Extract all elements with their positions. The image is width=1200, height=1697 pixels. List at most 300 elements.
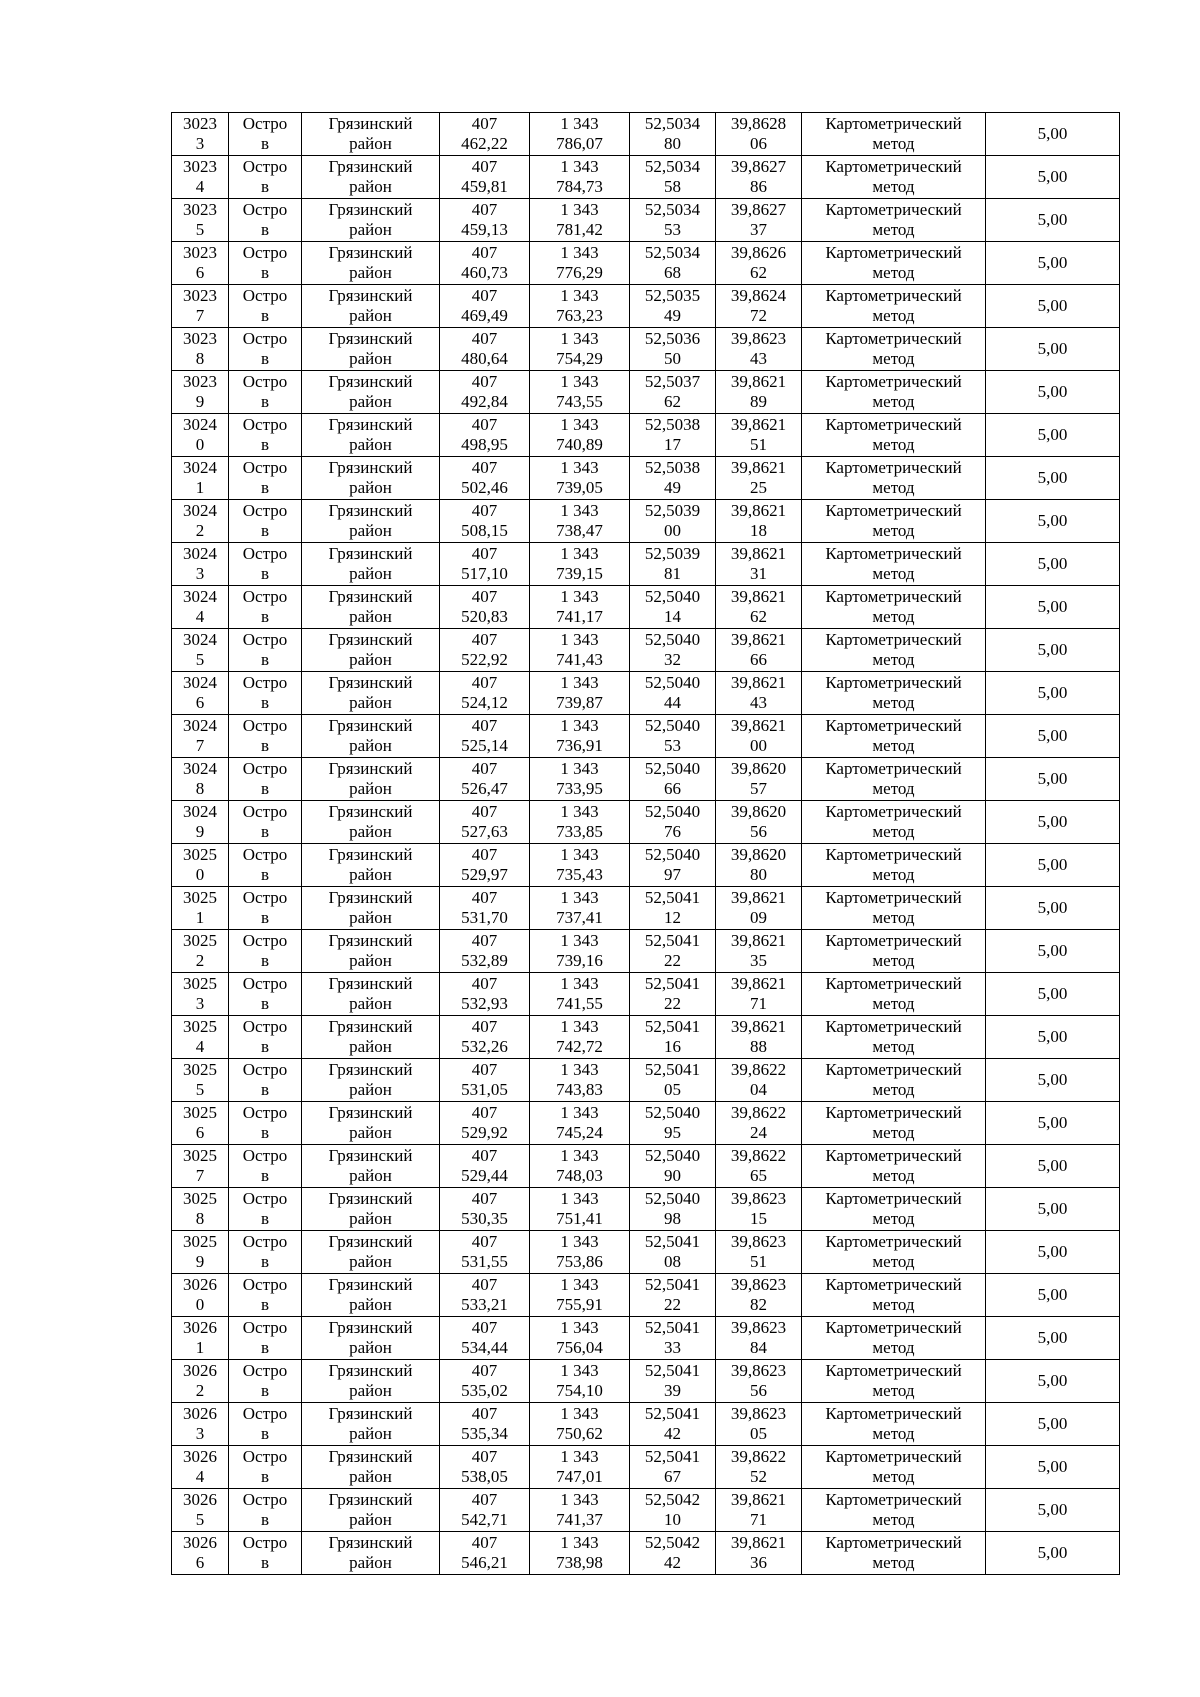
accuracy-value: 5,00 xyxy=(1037,511,1068,530)
x-coordinate-line: 531,05 xyxy=(461,1080,508,1099)
accuracy-value: 5,00 xyxy=(1037,1027,1068,1046)
latitude-cell xyxy=(630,1059,716,1102)
accuracy-cell xyxy=(986,1059,1120,1102)
district-cell xyxy=(302,156,440,199)
accuracy-cell xyxy=(986,1532,1120,1575)
point-number-cell xyxy=(172,328,229,371)
district-line: Грязинский xyxy=(328,1318,413,1337)
district-cell xyxy=(302,1446,440,1489)
accuracy-cell xyxy=(986,1360,1120,1403)
method-cell xyxy=(802,156,986,199)
object-type-line: Остро xyxy=(242,415,288,434)
object-type-line: Остро xyxy=(242,372,288,391)
x-coordinate-line: 407 xyxy=(471,802,498,821)
accuracy-cell xyxy=(986,457,1120,500)
method-line: метод xyxy=(872,693,915,712)
y-coordinate-line: 1 343 xyxy=(560,931,599,950)
x-coordinate-line: 527,63 xyxy=(461,822,508,841)
y-coordinate-cell xyxy=(530,1446,630,1489)
method-line: Картометрический xyxy=(825,1275,962,1294)
object-type-line: в xyxy=(260,1166,270,1185)
accuracy-value: 5,00 xyxy=(1037,167,1068,186)
district-cell xyxy=(302,930,440,973)
district-cell xyxy=(302,1274,440,1317)
district-line: Грязинский xyxy=(328,931,413,950)
point-number-line: 3024 xyxy=(183,802,217,821)
accuracy-value: 5,00 xyxy=(1037,683,1068,702)
x-coordinate-cell xyxy=(440,543,530,586)
latitude-line: 95 xyxy=(664,1123,681,1142)
accuracy-cell xyxy=(986,1145,1120,1188)
y-coordinate-line: 776,29 xyxy=(556,263,603,282)
accuracy-value: 5,00 xyxy=(1037,425,1068,444)
district-line: Грязинский xyxy=(328,1017,413,1036)
x-coordinate-cell xyxy=(440,1059,530,1102)
point-number-line: 5 xyxy=(195,1080,205,1099)
accuracy-cell xyxy=(986,586,1120,629)
x-coordinate-line: 407 xyxy=(471,157,498,176)
longitude-line: 39,8623 xyxy=(730,1404,787,1423)
accuracy-value: 5,00 xyxy=(1037,898,1068,917)
y-coordinate-cell xyxy=(530,543,630,586)
method-cell xyxy=(802,1059,986,1102)
x-coordinate-line: 508,15 xyxy=(461,521,508,540)
object-type-cell xyxy=(229,1102,302,1145)
district-line: район xyxy=(349,392,392,411)
method-line: Картометрический xyxy=(825,243,962,262)
x-coordinate-line: 407 xyxy=(471,1060,498,1079)
object-type-cell xyxy=(229,844,302,887)
method-cell xyxy=(802,887,986,930)
point-number-line: 3024 xyxy=(183,415,217,434)
y-coordinate-cell xyxy=(530,1016,630,1059)
accuracy-value: 5,00 xyxy=(1037,640,1068,659)
point-number-line: 3023 xyxy=(183,157,217,176)
district-line: район xyxy=(349,564,392,583)
table-row xyxy=(172,285,1120,328)
accuracy-value: 5,00 xyxy=(1037,984,1068,1003)
longitude-cell xyxy=(716,199,802,242)
method-line: Картометрический xyxy=(825,759,962,778)
district-line: район xyxy=(349,1037,392,1056)
x-coordinate-line: 407 xyxy=(471,243,498,262)
district-line: Грязинский xyxy=(328,587,413,606)
x-coordinate-cell xyxy=(440,629,530,672)
latitude-cell xyxy=(630,1403,716,1446)
longitude-line: 39,8622 xyxy=(730,1060,787,1079)
y-coordinate-cell xyxy=(530,242,630,285)
x-coordinate-line: 407 xyxy=(471,1103,498,1122)
method-line: метод xyxy=(872,908,915,927)
district-line: район xyxy=(349,1381,392,1400)
accuracy-cell xyxy=(986,1188,1120,1231)
district-line: район xyxy=(349,177,392,196)
x-coordinate-line: 525,14 xyxy=(461,736,508,755)
object-type-line: в xyxy=(260,908,270,927)
x-coordinate-line: 407 xyxy=(471,329,498,348)
table-row xyxy=(172,156,1120,199)
latitude-cell xyxy=(630,1145,716,1188)
longitude-cell xyxy=(716,715,802,758)
latitude-cell xyxy=(630,1231,716,1274)
method-line: Картометрический xyxy=(825,1017,962,1036)
point-number-cell xyxy=(172,500,229,543)
x-coordinate-line: 407 xyxy=(471,1447,498,1466)
accuracy-cell xyxy=(986,543,1120,586)
latitude-line: 76 xyxy=(664,822,681,841)
method-line: Картометрический xyxy=(825,1318,962,1337)
y-coordinate-line: 736,91 xyxy=(556,736,603,755)
x-coordinate-line: 407 xyxy=(471,759,498,778)
point-number-cell xyxy=(172,199,229,242)
object-type-line: Остро xyxy=(242,1060,288,1079)
x-coordinate-line: 407 xyxy=(471,630,498,649)
longitude-cell xyxy=(716,1532,802,1575)
point-number-cell xyxy=(172,1059,229,1102)
latitude-line: 98 xyxy=(664,1209,681,1228)
object-type-line: Остро xyxy=(242,1275,288,1294)
point-number-line: 3026 xyxy=(183,1404,217,1423)
method-line: метод xyxy=(872,478,915,497)
point-number-line: 6 xyxy=(195,693,205,712)
table-row xyxy=(172,1274,1120,1317)
x-coordinate-cell xyxy=(440,844,530,887)
x-coordinate-line: 407 xyxy=(471,716,498,735)
point-number-line: 1 xyxy=(195,908,205,927)
latitude-line: 52,5042 xyxy=(644,1533,701,1552)
point-number-cell xyxy=(172,973,229,1016)
accuracy-value: 5,00 xyxy=(1037,210,1068,229)
object-type-line: Остро xyxy=(242,1533,288,1552)
latitude-cell xyxy=(630,930,716,973)
point-number-line: 3025 xyxy=(183,1017,217,1036)
point-number-cell xyxy=(172,715,229,758)
y-coordinate-line: 1 343 xyxy=(560,673,599,692)
object-type-cell xyxy=(229,371,302,414)
accuracy-cell xyxy=(986,328,1120,371)
method-line: Картометрический xyxy=(825,1146,962,1165)
method-cell xyxy=(802,199,986,242)
method-cell xyxy=(802,242,986,285)
object-type-cell xyxy=(229,242,302,285)
table-row xyxy=(172,930,1120,973)
method-line: Картометрический xyxy=(825,845,962,864)
latitude-line: 52,5041 xyxy=(644,1232,701,1251)
accuracy-value: 5,00 xyxy=(1037,1285,1068,1304)
district-cell xyxy=(302,1360,440,1403)
district-cell xyxy=(302,328,440,371)
longitude-line: 86 xyxy=(750,177,767,196)
accuracy-cell xyxy=(986,1489,1120,1532)
district-cell xyxy=(302,1102,440,1145)
latitude-line: 44 xyxy=(664,693,681,712)
point-number-line: 2 xyxy=(195,521,205,540)
point-number-cell xyxy=(172,285,229,328)
longitude-line: 39,8621 xyxy=(730,974,787,993)
accuracy-value: 5,00 xyxy=(1037,1371,1068,1390)
object-type-line: в xyxy=(260,1338,270,1357)
y-coordinate-line: 740,89 xyxy=(556,435,603,454)
x-coordinate-cell xyxy=(440,887,530,930)
district-cell xyxy=(302,844,440,887)
x-coordinate-cell xyxy=(440,199,530,242)
district-cell xyxy=(302,543,440,586)
point-number-line: 2 xyxy=(195,951,205,970)
x-coordinate-line: 407 xyxy=(471,501,498,520)
longitude-cell xyxy=(716,1403,802,1446)
district-line: район xyxy=(349,134,392,153)
y-coordinate-line: 1 343 xyxy=(560,501,599,520)
longitude-line: 00 xyxy=(750,736,767,755)
y-coordinate-line: 738,47 xyxy=(556,521,603,540)
accuracy-cell xyxy=(986,844,1120,887)
longitude-line: 39,8623 xyxy=(730,1275,787,1294)
accuracy-cell xyxy=(986,887,1120,930)
x-coordinate-line: 535,34 xyxy=(461,1424,508,1443)
district-line: Грязинский xyxy=(328,1103,413,1122)
method-line: метод xyxy=(872,1424,915,1443)
method-line: метод xyxy=(872,306,915,325)
table-row xyxy=(172,113,1120,156)
latitude-cell xyxy=(630,285,716,328)
district-cell xyxy=(302,457,440,500)
point-number-line: 3024 xyxy=(183,544,217,563)
method-line: Картометрический xyxy=(825,286,962,305)
method-cell xyxy=(802,1102,986,1145)
accuracy-cell xyxy=(986,113,1120,156)
method-line: метод xyxy=(872,822,915,841)
object-type-line: в xyxy=(260,1123,270,1142)
district-line: район xyxy=(349,994,392,1013)
x-coordinate-line: 480,64 xyxy=(461,349,508,368)
point-number-line: 7 xyxy=(195,306,205,325)
point-number-cell xyxy=(172,1532,229,1575)
object-type-cell xyxy=(229,285,302,328)
district-cell xyxy=(302,1532,440,1575)
y-coordinate-cell xyxy=(530,414,630,457)
y-coordinate-line: 741,55 xyxy=(556,994,603,1013)
point-number-cell xyxy=(172,242,229,285)
object-type-cell xyxy=(229,457,302,500)
latitude-line: 52,5040 xyxy=(644,802,701,821)
district-line: Грязинский xyxy=(328,802,413,821)
accuracy-value: 5,00 xyxy=(1037,1543,1068,1562)
longitude-line: 39,8621 xyxy=(730,415,787,434)
method-cell xyxy=(802,285,986,328)
object-type-line: в xyxy=(260,263,270,282)
object-type-cell xyxy=(229,1403,302,1446)
accuracy-value: 5,00 xyxy=(1037,597,1068,616)
accuracy-cell xyxy=(986,1274,1120,1317)
longitude-cell xyxy=(716,1102,802,1145)
table-row xyxy=(172,457,1120,500)
longitude-line: 39,8623 xyxy=(730,329,787,348)
method-line: метод xyxy=(872,1295,915,1314)
district-line: район xyxy=(349,1338,392,1357)
object-type-line: в xyxy=(260,994,270,1013)
latitude-line: 22 xyxy=(664,951,681,970)
x-coordinate-line: 407 xyxy=(471,1146,498,1165)
latitude-cell xyxy=(630,500,716,543)
longitude-line: 24 xyxy=(750,1123,767,1142)
district-line: район xyxy=(349,1510,392,1529)
point-number-cell xyxy=(172,1317,229,1360)
district-line: район xyxy=(349,1252,392,1271)
latitude-line: 32 xyxy=(664,650,681,669)
latitude-line: 33 xyxy=(664,1338,681,1357)
longitude-cell xyxy=(716,156,802,199)
district-line: Грязинский xyxy=(328,544,413,563)
object-type-line: в xyxy=(260,1467,270,1486)
accuracy-value: 5,00 xyxy=(1037,1113,1068,1132)
method-line: метод xyxy=(872,1037,915,1056)
latitude-cell xyxy=(630,758,716,801)
district-line: Грязинский xyxy=(328,415,413,434)
x-coordinate-line: 407 xyxy=(471,587,498,606)
x-coordinate-line: 533,21 xyxy=(461,1295,508,1314)
y-coordinate-line: 743,83 xyxy=(556,1080,603,1099)
latitude-line: 00 xyxy=(664,521,681,540)
y-coordinate-line: 1 343 xyxy=(560,114,599,133)
latitude-line: 17 xyxy=(664,435,681,454)
district-cell xyxy=(302,973,440,1016)
object-type-line: в xyxy=(260,822,270,841)
accuracy-value: 5,00 xyxy=(1037,339,1068,358)
object-type-line: в xyxy=(260,779,270,798)
method-line: Картометрический xyxy=(825,888,962,907)
method-line: Картометрический xyxy=(825,329,962,348)
longitude-cell xyxy=(716,1145,802,1188)
point-number-cell xyxy=(172,844,229,887)
object-type-cell xyxy=(229,1059,302,1102)
latitude-cell xyxy=(630,1489,716,1532)
table-row xyxy=(172,1231,1120,1274)
y-coordinate-line: 741,37 xyxy=(556,1510,603,1529)
accuracy-cell xyxy=(986,1016,1120,1059)
accuracy-cell xyxy=(986,414,1120,457)
object-type-cell xyxy=(229,199,302,242)
object-type-line: Остро xyxy=(242,716,288,735)
latitude-cell xyxy=(630,414,716,457)
method-line: Картометрический xyxy=(825,501,962,520)
x-coordinate-cell xyxy=(440,242,530,285)
latitude-line: 16 xyxy=(664,1037,681,1056)
latitude-cell xyxy=(630,801,716,844)
latitude-line: 22 xyxy=(664,994,681,1013)
table-row xyxy=(172,328,1120,371)
longitude-line: 88 xyxy=(750,1037,767,1056)
method-line: метод xyxy=(872,1252,915,1271)
object-type-cell xyxy=(229,1016,302,1059)
latitude-line: 52,5034 xyxy=(644,114,701,133)
longitude-line: 39,8620 xyxy=(730,759,787,778)
district-line: район xyxy=(349,908,392,927)
method-cell xyxy=(802,1274,986,1317)
y-coordinate-cell xyxy=(530,500,630,543)
y-coordinate-line: 786,07 xyxy=(556,134,603,153)
method-cell xyxy=(802,457,986,500)
x-coordinate-line: 498,95 xyxy=(461,435,508,454)
method-cell xyxy=(802,801,986,844)
y-coordinate-line: 735,43 xyxy=(556,865,603,884)
object-type-cell xyxy=(229,801,302,844)
accuracy-value: 5,00 xyxy=(1037,1500,1068,1519)
longitude-line: 43 xyxy=(750,693,767,712)
method-line: метод xyxy=(872,220,915,239)
district-line: Грязинский xyxy=(328,1189,413,1208)
accuracy-value: 5,00 xyxy=(1037,1199,1068,1218)
x-coordinate-line: 407 xyxy=(471,1189,498,1208)
accuracy-cell xyxy=(986,371,1120,414)
method-line: метод xyxy=(872,607,915,626)
longitude-cell xyxy=(716,1446,802,1489)
point-number-line: 2 xyxy=(195,1381,205,1400)
object-type-line: в xyxy=(260,177,270,196)
x-coordinate-line: 407 xyxy=(471,415,498,434)
x-coordinate-line: 407 xyxy=(471,1232,498,1251)
longitude-line: 39,8623 xyxy=(730,1189,787,1208)
method-line: метод xyxy=(872,951,915,970)
method-cell xyxy=(802,973,986,1016)
coordinates-table xyxy=(171,112,1120,1575)
point-number-line: 3023 xyxy=(183,329,217,348)
x-coordinate-cell xyxy=(440,715,530,758)
x-coordinate-line: 531,55 xyxy=(461,1252,508,1271)
longitude-cell xyxy=(716,113,802,156)
y-coordinate-cell xyxy=(530,887,630,930)
table-row xyxy=(172,371,1120,414)
longitude-cell xyxy=(716,1016,802,1059)
latitude-cell xyxy=(630,1102,716,1145)
district-cell xyxy=(302,1489,440,1532)
method-cell xyxy=(802,1446,986,1489)
district-cell xyxy=(302,500,440,543)
x-coordinate-line: 407 xyxy=(471,974,498,993)
object-type-cell xyxy=(229,930,302,973)
method-line: Картометрический xyxy=(825,587,962,606)
latitude-line: 52,5041 xyxy=(644,931,701,950)
district-line: район xyxy=(349,1467,392,1486)
y-coordinate-line: 751,41 xyxy=(556,1209,603,1228)
x-coordinate-line: 407 xyxy=(471,888,498,907)
x-coordinate-line: 407 xyxy=(471,372,498,391)
method-line: Картометрический xyxy=(825,114,962,133)
latitude-line: 52,5038 xyxy=(644,458,701,477)
method-line: метод xyxy=(872,994,915,1013)
accuracy-cell xyxy=(986,1446,1120,1489)
accuracy-value: 5,00 xyxy=(1037,1070,1068,1089)
object-type-cell xyxy=(229,1188,302,1231)
x-coordinate-cell xyxy=(440,1532,530,1575)
x-coordinate-cell xyxy=(440,1102,530,1145)
point-number-line: 3 xyxy=(195,994,205,1013)
method-cell xyxy=(802,1360,986,1403)
x-coordinate-cell xyxy=(440,1317,530,1360)
x-coordinate-cell xyxy=(440,973,530,1016)
latitude-cell xyxy=(630,1532,716,1575)
method-cell xyxy=(802,371,986,414)
longitude-cell xyxy=(716,242,802,285)
y-coordinate-cell xyxy=(530,156,630,199)
method-line: Картометрический xyxy=(825,1361,962,1380)
latitude-line: 53 xyxy=(664,736,681,755)
object-type-line: Остро xyxy=(242,845,288,864)
object-type-line: в xyxy=(260,134,270,153)
y-coordinate-line: 754,10 xyxy=(556,1381,603,1400)
method-line: метод xyxy=(872,1553,915,1572)
point-number-cell xyxy=(172,1016,229,1059)
latitude-cell xyxy=(630,543,716,586)
